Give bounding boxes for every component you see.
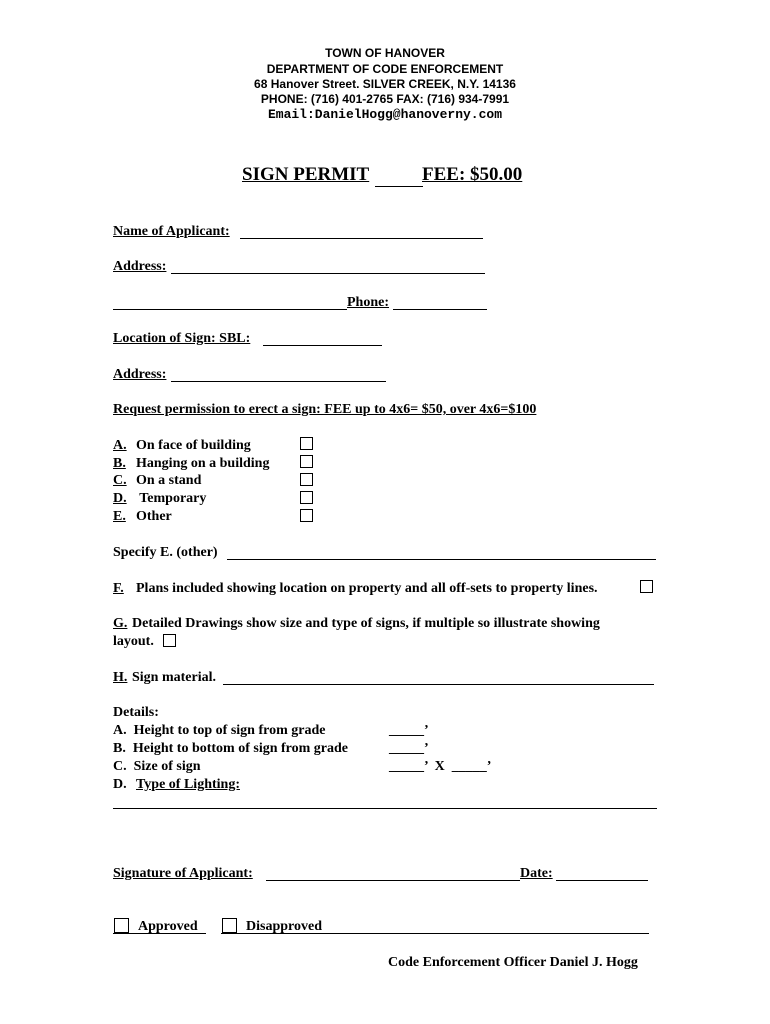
sign-type-letter-e: E. <box>113 509 126 524</box>
item-h-text: Sign material. <box>132 670 216 685</box>
applicant-name-field[interactable] <box>240 238 483 239</box>
disapproved-checkbox[interactable] <box>222 918 237 933</box>
item-g-text-line2: layout. <box>113 634 154 649</box>
signature-field[interactable] <box>266 880 520 881</box>
item-g-checkbox[interactable] <box>163 634 176 647</box>
permit-title: SIGN PERMIT <box>242 164 370 185</box>
location-sbl-label: Location of Sign: SBL: <box>113 331 251 346</box>
details-lighting-prefix: D. <box>113 777 134 792</box>
item-f-checkbox[interactable] <box>640 580 653 593</box>
applicant-address-line2-field[interactable] <box>113 309 347 310</box>
details-height-top-value[interactable]: _____’ <box>389 723 429 738</box>
lighting-field[interactable] <box>113 808 657 809</box>
item-f-text: Plans included showing location on property and all off-sets to property lines. <box>136 581 598 596</box>
date-field[interactable] <box>556 880 648 881</box>
item-g-text: Detailed Drawings show size and type of signs, if multiple so illustrate showing <box>132 616 600 631</box>
details-height-bottom-label: B. Height to bottom of sign from grade <box>113 741 348 756</box>
item-g-letter: G. <box>113 616 128 631</box>
sign-type-label-b: Hanging on a building <box>136 456 270 471</box>
sign-type-label-a: On face of building <box>136 438 251 453</box>
location-sbl-field[interactable] <box>263 345 382 346</box>
sign-type-letter-d: D. <box>113 491 127 506</box>
details-size-value[interactable]: _____’ X _____’ <box>389 759 492 774</box>
decision-line[interactable] <box>221 933 649 934</box>
signature-label: Signature of Applicant: <box>113 866 253 881</box>
sign-type-checkbox-b[interactable] <box>300 455 313 468</box>
location-address-field[interactable] <box>171 381 386 382</box>
request-permission-text: Request permission to erect a sign: FEE up to 4x6= $50, over 4x6=$100 <box>113 402 537 417</box>
details-size-label: C. Size of sign <box>113 759 201 774</box>
approved-checkbox[interactable] <box>114 918 129 933</box>
town-name: TOWN OF HANOVER <box>325 46 445 60</box>
specify-other-label: Specify E. (other) <box>113 545 218 560</box>
department-address: 68 Hanover Street. SILVER CREEK, N.Y. 14136 <box>254 77 516 91</box>
details-heading: Details: <box>113 705 159 720</box>
sign-type-letter-b: B. <box>113 456 126 471</box>
item-h-letter: H. <box>113 670 128 685</box>
sign-type-label-e: Other <box>136 509 172 524</box>
sign-type-checkbox-a[interactable] <box>300 437 313 450</box>
date-label: Date: <box>520 866 553 881</box>
applicant-name-label: Name of Applicant: <box>113 224 230 239</box>
sign-type-label-d: Temporary <box>136 491 207 506</box>
sign-material-field[interactable] <box>223 684 654 685</box>
title-spacer-line <box>375 164 423 187</box>
department-name: DEPARTMENT OF CODE ENFORCEMENT <box>266 62 504 76</box>
sign-type-checkbox-e[interactable] <box>300 509 313 522</box>
applicant-address-field[interactable] <box>171 273 485 274</box>
details-lighting-label: Type of Lighting: <box>136 777 240 792</box>
officer-name: Code Enforcement Officer Daniel J. Hogg <box>388 955 638 970</box>
item-f-letter: F. <box>113 581 124 596</box>
phone-field[interactable] <box>393 309 487 310</box>
phone-label: Phone: <box>347 295 389 310</box>
applicant-address-label: Address: <box>113 259 167 274</box>
specify-other-field[interactable] <box>227 559 656 560</box>
details-height-top-label: A. Height to top of sign from grade <box>113 723 326 738</box>
approved-label: Approved <box>138 919 198 934</box>
sign-type-letter-c: C. <box>113 473 127 488</box>
department-email: Email:DanielHogg@hanoverny.com <box>267 107 503 122</box>
sign-type-checkbox-d[interactable] <box>300 491 313 504</box>
location-address-label: Address: <box>113 367 167 382</box>
disapproved-label: Disapproved <box>246 919 322 934</box>
sign-type-letter-a: A. <box>113 438 127 453</box>
approved-underline <box>113 933 206 934</box>
department-phone-fax: PHONE: (716) 401-2765 FAX: (716) 934-7991 <box>260 92 510 106</box>
permit-fee: FEE: $50.00 <box>422 164 523 185</box>
sign-type-checkbox-c[interactable] <box>300 473 313 486</box>
sign-type-label-c: On a stand <box>136 473 202 488</box>
details-height-bottom-value[interactable]: _____’ <box>389 741 429 756</box>
